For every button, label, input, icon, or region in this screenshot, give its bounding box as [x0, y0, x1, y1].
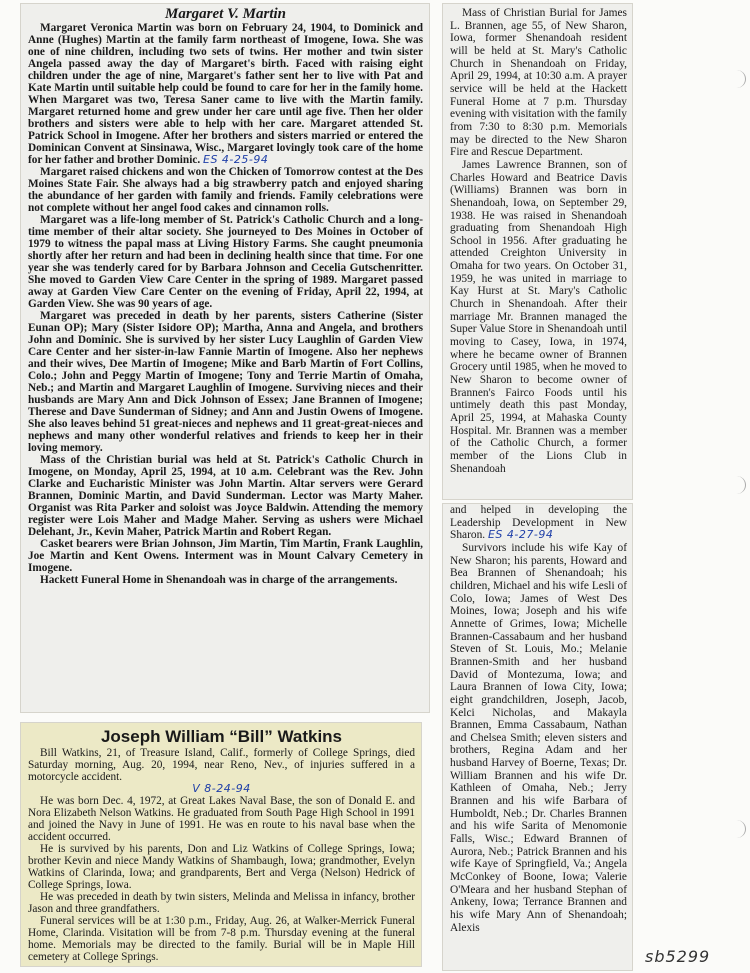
obituary-paragraph [28, 22, 423, 166]
obituary-paragraph: Survivors include his wife Kay of New Sharon; his parents, Howard and Bea Brannen of Shenandoah; his children, Michael and his wife Lesli of Colo, Iowa; James of West Des Moines, Iowa; Joseph and his wife Annette of Grimes, Iowa; Michelle Brannen-Cassabaum and her husband Steven of St. Louis, Mo.; Melanie Brannen-Smith and her husband David of Montezuma, Iowa; and Laura Brannen of Iowa City, Iowa; eight grandchildren, Joseph, Jacob, Kelci Nicholas, and Makayla Brannen, Emma Cassabaum, Nathan and Chelsea Smith; eleven sisters and brothers, Regina Adam and her husband Harvey of Boerne, Texas; Dr. William Brannen and his wife Dr. Kathleen of Omaha, Neb.; Jerry Brannen and his wife Barbara of Humboldt, Neb.; Dr. Charles Brannen and his wife Sarita of Menomonie Falls, Wisc.; Edward Brannen of Aurora, Neb.; Patrick Brannen and his wife Kaye of Springfield, Va.; Angela McConkey of Boone, Iowa; Valerie O'Meara and her husband Stephan of Ankeny, Iowa; Terrance Brannen and his wife Mary Ann of Shenandoah; Alexis [450, 541, 627, 934]
obituary-paragraph: He was born Dec. 4, 1972, at Great Lakes Naval Base, the son of Donald E. and Nora Elizabeth Nelson Watkins. He graduated from South Page High School in 1991 and joined the Navy in June of 1991. He was en route to his naval base when the accident occurred. [28, 795, 415, 843]
obituary-title: Joseph William “Bill” Watkins [100, 727, 343, 746]
obituary-paragraph [450, 504, 627, 542]
obituary-paragraph: Casket bearers were Brian Johnson, Jim Martin, Tim Martin, Frank Laughlin, Joe Martin and Kent Owens. Interment was in Mount Calvary Cemetery in Imogene. [28, 538, 423, 574]
handwritten-date: V 8-24-94 [192, 782, 251, 795]
obituary-clipping-brannen-part1 [442, 3, 633, 500]
binder-hole-mark [727, 70, 746, 88]
binder-hole-mark [727, 476, 746, 494]
obituary-title: Margaret V. Martin [164, 6, 286, 22]
obituary-paragraph: Mass of Christian Burial for James L. Brannen, age 55, of New Sharon, Iowa, former Shenandoah resident will be held at St. Mary's Catholic Church in Shenandoah on Friday, April 29, 1994, at 10:30 a.m. A prayer service will be held at the Hackett Funeral Home at 7 p.m. Thursday evening with visitation with the family from 7:30 to 8:30 p.m. Memorials may be directed to the New Sharon Fire and Rescue Department. [450, 7, 627, 159]
obituary-paragraph: Bill Watkins, 21, of Treasure Island, Calif., formerly of College Springs, died Saturday morning, Aug. 20, 1994, near Reno, Nev., of injuries suffered in a motorcycle accident. [28, 747, 415, 783]
obituary-clipping-martin [20, 3, 430, 713]
obituary-paragraph: Hackett Funeral Home in Shenandoah was in charge of the arrangements. [40, 574, 398, 586]
obituary-paragraph: Funeral services will be at 1:30 p.m., Friday, Aug. 26, at Walker-Merrick Funeral Home, Clarinda. Visitation will be from 7-8 p.m. Thursday evening at the funeral home. Memorials may be directed to the family. Burial will be in Maple Hill cemetery at College Springs. [28, 915, 415, 963]
obituary-paragraph: Margaret was a life-long member of St. Patrick's Catholic Church and a long-time member of their altar society. She journeyed to Des Moines in October of 1979 to witness the papal mass at Living History Farms. She caught pneumonia shortly after her return and had been in declining health since that time. For one year she was tenderly cared for by Barbara Johnson and Cecelia Gutschenritter. She moved to Garden View Care Center in the spring of 1989. Margaret passed away at Garden View Care Center on the evening of Friday, April 22, 1994, at Garden View. She was 90 years of age. [28, 214, 423, 310]
obituary-clipping-brannen-part2 [442, 503, 633, 971]
obituary-clipping-watkins [20, 722, 422, 967]
paragraph-text: and helped in developing the Leadership Development in New Sharon. [450, 504, 627, 542]
obituary-paragraph: James Lawrence Brannen, son of Charles Howard and Beatrice Davis (Williams) Brannen was born in Shenandoah, Iowa, on September 29, 1938. He was raised in Shenandoah graduating from Shenandoah High School in 1956. After graduating he attended Creighton University in Omaha for two years. On October 31, 1959, he was united in marriage to Kay Hurst at St. Mary's Catholic Church in Shenandoah. After their marriage Mr. Brannen managed the Super Value Store in Shenandoah until moving to Casey, Iowa, in 1974, where he became owner of Brannen Grocery until 1985, when he moved to New Sharon to become owner of Brannen's Fairco Foods until his untimely death this past Monday, April 25, 1994, at Mahaska County Hospital. Mr. Brannen was a member of the Catholic Church, a former member of the Lions Club in Shenandoah [450, 158, 627, 475]
binder-hole-mark [727, 820, 746, 838]
obituary-paragraph: Margaret was preceded in death by her parents, sisters Catherine (Sister Eunan OP); Mary (Sister Isidore OP); Martha, Anna and Angela, and brothers John and Dominic. She is survived by her sister Lucy Laughlin of Garden View Care Center and her sister-in-law Fannie Martin of Imogene. Also her nephews and their wives, Dee Martin of Imogene; Mike and Barb Martin of Fort Collins, Colo.; John and Peggy Martin of Imogene; Tony and Terrie Martin of Omaha, Neb.; and Martin and Margaret Laughlin of Imogene. Surviving nieces and their husbands are Mary Ann and Dick Johnson of Essex; Jane Brannen of Imogene; Therese and Dave Sunderman of Sidney; and Ann and Justin Owens of Imogene. She also leaves behind 51 great-nieces and nephews and 11 great-great-nieces and nephews and many other wonderful relatives and friends to keep her in their loving memory. [28, 310, 423, 454]
obituary-paragraph: Mass of the Christian burial was held at St. Patrick's Catholic Church in Imogene, on Monday, April 25, 1994, at 10 a.m. Celebrant was the Rev. John Clarke and Eucharistic Minister was John Martin. Altar servers were Gerard Brannen, Dominic Martin, and David Sunderman. Lector was Marty Maher. Organist was Rita Parker and soloist was Joyce Baldwin. Attending the memory register were Lois Maher and Madge Maher. Serving as ushers were Michael Delehant, Jr., Kevin Maher, Patrick Martin and Robert Regan. [28, 454, 423, 538]
catalog-number: sb5299 [645, 947, 711, 966]
obituary-paragraph: Margaret raised chickens and won the Chicken of Tomorrow contest at the Des Moines State Fair. She always had a big strawberry patch and enjoyed sharing the abundance of her garden with family and friends. Family celebrations were not complete without her angel food cakes and cinnamon rolls. [28, 166, 423, 214]
paragraph-text: Margaret Veronica Martin was born on February 24, 1904, to Dominick and Anne (Hughes) Martin at the family farm northeast of Imogene, Iowa. She was one of nine children, including two sets of twins. Her mother and twin sister Angela passed away the day of Margaret's birth. Faced with raising eight children under the age of nine, Margaret's father sent her to live with Pat and Kate Martin until suitable help could be found to care for her in the family home. When Margaret was two, Teresa Saner came to live with the Martin family. Margaret returned home and grew under her care until age five. Then her older brothers and sisters were able to help with her care. Margaret attended St. Patrick School in Imogene. After her brothers and sisters married or entered the Dominican Convent at Sinsinawa, Wisc., Margaret lovingly took care of the home for her father and brother Dominic. [28, 22, 423, 166]
handwritten-date: ES 4-27-94 [487, 528, 554, 542]
handwritten-date: ES 4-25-94 [203, 153, 269, 166]
obituary-paragraph: He is survived by his parents, Don and Liz Watkins of College Springs, Iowa; brother Kevin and niece Mandy Watkins of Shambaugh, Iowa; grandmother, Evelyn Watkins of Clarinda, Iowa; and grandparents, Bert and Verga (Nelson) Hedrick of College Springs, Iowa. [28, 843, 415, 891]
obituary-paragraph: He was preceded in death by twin sisters, Melinda and Melissa in infancy, brother Jason and three grandfathers. [28, 891, 415, 915]
